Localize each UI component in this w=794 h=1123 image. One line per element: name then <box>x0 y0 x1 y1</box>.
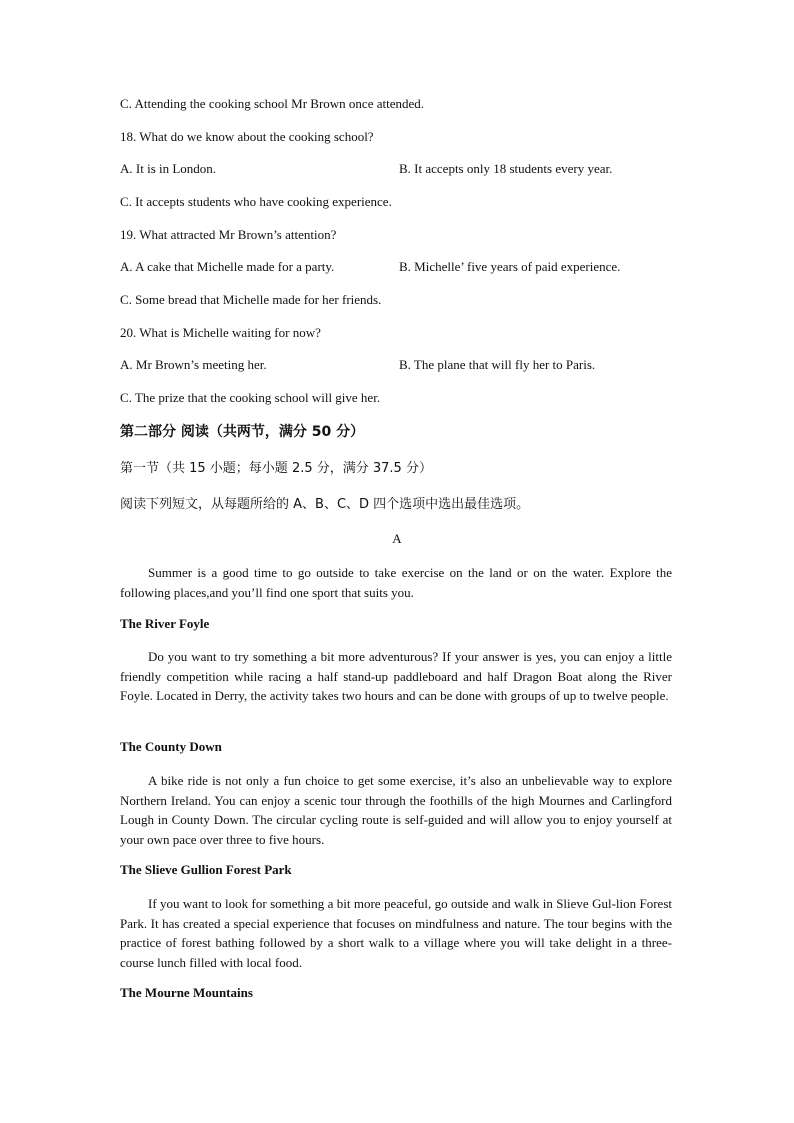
q20-option-a: A. Mr Brown’s meeting her. <box>120 357 267 372</box>
paragraph-county-down: A bike ride is not only a fun choice to get some exercise, it’s also an unbelievable way to explore Northern Ireland. You can enjoy a scenic tour through the foothills of the high Mournes and Carlingford Lough in County Down. The circular cycling route is self-guided and will allow you to enjoy yourself at your own pace over three to five hours. <box>120 773 672 847</box>
part2-title: 第二部分 阅读（共两节，满分 50 分） <box>120 424 365 440</box>
reading-instruction: 阅读下列短文，从每题所给的 A、B、C、D 四个选项中选出最佳选项。 <box>120 497 530 512</box>
q18-option-c: C. It accepts students who have cooking experience. <box>120 194 392 209</box>
paragraph-river-foyle: Do you want to try something a bit more adventurous? If your answer is yes, you can enjoy a little friendly competition while racing a half stand-up paddleboard and half Dragon Boat along the River Foyle. Located in Derry, the activity takes two hours and can be done with groups of up to twelve people. <box>120 649 672 703</box>
paragraph-slieve-gullion: If you want to look for something a bit more peaceful, go outside and walk in Slieve Gul-lion Forest Park. It has created a special experience that focuses on mindfulness and nature. The tour begins with the practice of forest bathing followed by a short walk to a village where you will take delight in a three-course lunch filled with local food. <box>120 896 672 970</box>
q20-option-c: C. The prize that the cooking school will give her. <box>120 390 381 405</box>
q19-option-a: A. A cake that Michelle made for a party. <box>120 259 335 274</box>
q19-stem: 19. What attracted Mr Brown’s attention? <box>120 227 337 242</box>
heading-county-down: The County Down <box>120 739 222 754</box>
section1-title: 第一节（共 15 小题；每小题 2.5 分，满分 37.5 分） <box>120 461 432 476</box>
heading-river-foyle: The River Foyle <box>120 616 210 631</box>
heading-mourne-mountains: The Mourne Mountains <box>120 985 253 1000</box>
q17-option-c: C. Attending the cooking school Mr Brown once attended. <box>120 96 425 111</box>
q18-option-a: A. It is in London. <box>120 161 217 176</box>
q19-option-b: B. Michelle’ five years of paid experience. <box>399 259 621 274</box>
passage-letter: A <box>392 531 402 546</box>
q20-option-b: B. The plane that will fly her to Paris. <box>399 357 596 372</box>
q19-option-c: C. Some bread that Michelle made for her friends. <box>120 292 382 307</box>
q18-stem: 18. What do we know about the cooking school? <box>120 129 374 144</box>
q18-option-b: B. It accepts only 18 students every year. <box>399 161 613 176</box>
heading-slieve-gullion: The Slieve Gullion Forest Park <box>120 862 292 877</box>
passage-intro: Summer is a good time to go outside to take exercise on the land or on the water. Explore the following places,and you’ll find one sport that suits you. <box>120 565 672 600</box>
q20-stem: 20. What is Michelle waiting for now? <box>120 325 321 340</box>
